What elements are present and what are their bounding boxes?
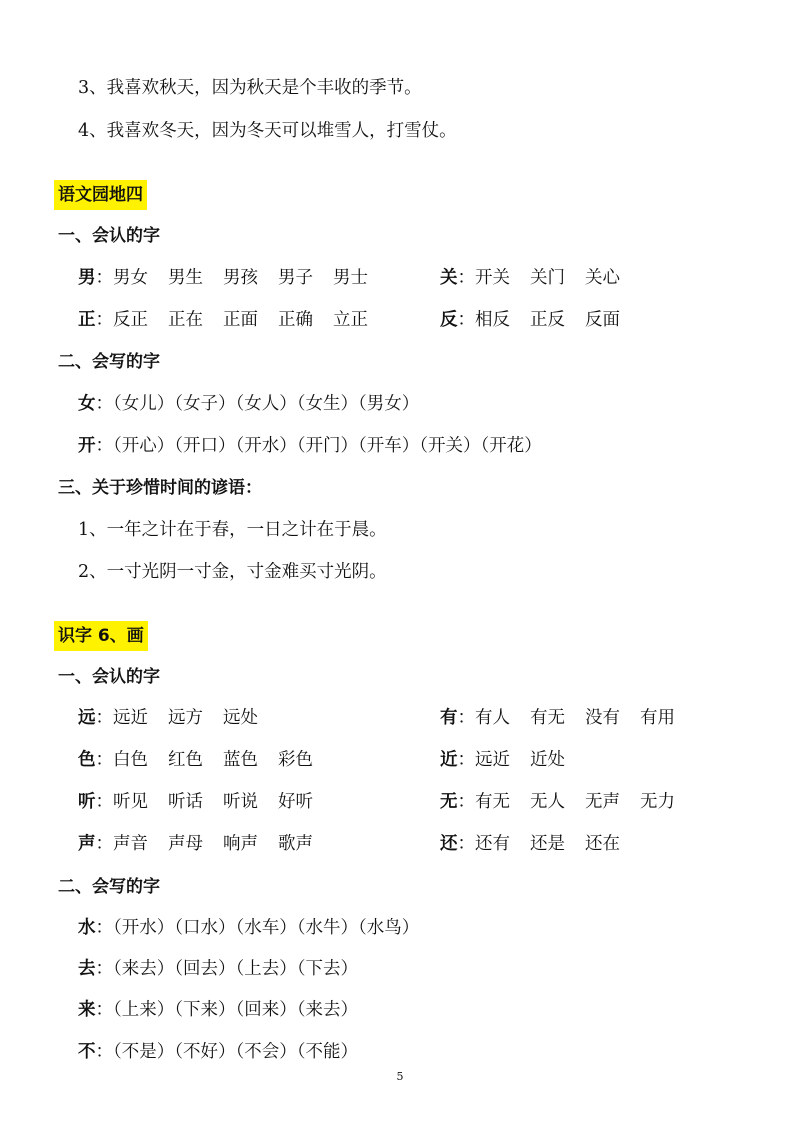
recognize-word: 还在 — [585, 834, 620, 854]
recognize-word: 蓝色 — [223, 750, 258, 770]
colon: ： — [95, 834, 113, 854]
write-words: （来去）（回去）（上去）（下去） — [113, 959, 358, 979]
section-title: 识字 6、画 — [54, 621, 148, 651]
recognize-key: 关 — [440, 268, 458, 288]
colon: ： — [457, 268, 475, 288]
recognize-word: 立正 — [333, 310, 368, 330]
recognize-word: 白色 — [113, 750, 148, 770]
write-words: （不是）（不好）（不会）（不能） — [113, 1042, 358, 1062]
write-row — [78, 956, 358, 982]
recognize-key: 声 — [78, 834, 96, 854]
recognize-row-left — [78, 307, 368, 333]
recognize-word: 有无 — [475, 792, 510, 812]
colon: ： — [95, 310, 113, 330]
section-title-wrap — [54, 180, 147, 210]
recognize-word: 有用 — [640, 708, 675, 728]
recognize-word: 无声 — [585, 792, 620, 812]
recognize-row-left — [78, 831, 313, 857]
write-words: （开水）（口水）（水车）（水牛）（水鸟） — [113, 918, 420, 938]
recognize-word: 正反 — [530, 310, 565, 330]
subsection-heading: 一、会认的字 — [58, 667, 160, 687]
text-line: 3、我喜欢秋天，因为秋天是个丰收的季节。 — [78, 78, 422, 98]
colon: ： — [95, 436, 113, 456]
recognize-key: 反 — [440, 310, 458, 330]
recognize-word: 关门 — [530, 268, 565, 288]
recognize-word: 男士 — [333, 268, 368, 288]
colon: ： — [95, 918, 113, 938]
recognize-row-right — [440, 265, 620, 291]
colon: ： — [95, 792, 113, 812]
colon: ： — [95, 1042, 113, 1062]
recognize-key: 近 — [440, 750, 458, 770]
recognize-word: 男女 — [113, 268, 148, 288]
recognize-word: 有无 — [530, 708, 565, 728]
recognize-row-right — [440, 307, 620, 333]
recognize-word: 还是 — [530, 834, 565, 854]
recognize-word: 声母 — [168, 834, 203, 854]
write-words: （上来）（下来）（回来）（来去） — [113, 1000, 358, 1020]
write-key: 来 — [78, 1000, 96, 1020]
write-row — [78, 1039, 358, 1065]
write-key: 不 — [78, 1042, 96, 1062]
write-row — [78, 997, 358, 1023]
colon: ： — [457, 708, 475, 728]
recognize-key: 听 — [78, 792, 96, 812]
recognize-word: 远处 — [223, 708, 258, 728]
recognize-key: 色 — [78, 750, 96, 770]
recognize-word: 开关 — [475, 268, 510, 288]
subsection-heading: 一、会认的字 — [58, 226, 160, 246]
subsection-heading: 二、会写的字 — [58, 877, 160, 897]
recognize-word: 相反 — [475, 310, 510, 330]
colon: ： — [457, 750, 475, 770]
recognize-row-right — [440, 789, 675, 815]
colon: ： — [95, 959, 113, 979]
recognize-word: 好听 — [278, 792, 313, 812]
text-line: 4、我喜欢冬天，因为冬天可以堆雪人，打雪仗。 — [78, 121, 457, 141]
write-row — [78, 391, 419, 417]
recognize-row-left — [78, 747, 313, 773]
recognize-row-right — [440, 831, 620, 857]
recognize-word: 有人 — [475, 708, 510, 728]
write-key: 开 — [78, 436, 96, 456]
colon: ： — [457, 792, 475, 812]
recognize-key: 男 — [78, 268, 96, 288]
recognize-word: 正在 — [168, 310, 203, 330]
recognize-row-left — [78, 789, 313, 815]
recognize-word: 男生 — [168, 268, 203, 288]
recognize-word: 没有 — [585, 708, 620, 728]
recognize-key: 远 — [78, 708, 96, 728]
proverb-line: 2、一寸光阴一寸金，寸金难买寸光阴。 — [78, 562, 387, 582]
recognize-word: 听见 — [113, 792, 148, 812]
write-key: 去 — [78, 959, 96, 979]
recognize-word: 听话 — [168, 792, 203, 812]
recognize-key: 还 — [440, 834, 458, 854]
recognize-word: 男孩 — [223, 268, 258, 288]
recognize-word: 反正 — [113, 310, 148, 330]
recognize-word: 远近 — [113, 708, 148, 728]
recognize-row-right — [440, 747, 565, 773]
recognize-word: 歌声 — [278, 834, 313, 854]
recognize-key: 有 — [440, 708, 458, 728]
write-key: 水 — [78, 918, 96, 938]
recognize-word: 远方 — [168, 708, 203, 728]
colon: ： — [95, 750, 113, 770]
recognize-word: 关心 — [585, 268, 620, 288]
write-key: 女 — [78, 394, 96, 414]
recognize-word: 无力 — [640, 792, 675, 812]
subsection-heading: 三、关于珍惜时间的谚语： — [58, 478, 262, 498]
recognize-word: 红色 — [168, 750, 203, 770]
colon: ： — [457, 310, 475, 330]
write-row — [78, 433, 542, 459]
recognize-word: 正面 — [223, 310, 258, 330]
write-row — [78, 915, 419, 941]
recognize-row-left — [78, 265, 368, 291]
recognize-word: 还有 — [475, 834, 510, 854]
recognize-row-right — [440, 705, 675, 731]
page-number: 5 — [396, 1070, 404, 1083]
recognize-key: 正 — [78, 310, 96, 330]
colon: ： — [95, 708, 113, 728]
recognize-word: 远近 — [475, 750, 510, 770]
write-words: （开心）（开口）（开水）（开门）（开车）（开关）（开花） — [113, 436, 542, 456]
recognize-word: 无人 — [530, 792, 565, 812]
recognize-word: 听说 — [223, 792, 258, 812]
recognize-word: 反面 — [585, 310, 620, 330]
colon: ： — [95, 268, 113, 288]
colon: ： — [95, 1000, 113, 1020]
recognize-key: 无 — [440, 792, 458, 812]
recognize-word: 正确 — [278, 310, 313, 330]
recognize-word: 响声 — [223, 834, 258, 854]
section-title-wrap — [54, 621, 148, 651]
colon: ： — [457, 834, 475, 854]
recognize-word: 声音 — [113, 834, 148, 854]
write-words: （女儿）（女子）（女人）（女生）（男女） — [113, 394, 420, 414]
section-title: 语文园地四 — [54, 180, 147, 210]
colon: ： — [95, 394, 113, 414]
recognize-word: 近处 — [530, 750, 565, 770]
recognize-row-left — [78, 705, 258, 731]
proverb-line: 1、一年之计在于春，一日之计在于晨。 — [78, 520, 387, 540]
subsection-heading: 二、会写的字 — [58, 352, 160, 372]
recognize-word: 彩色 — [278, 750, 313, 770]
recognize-word: 男子 — [278, 268, 313, 288]
